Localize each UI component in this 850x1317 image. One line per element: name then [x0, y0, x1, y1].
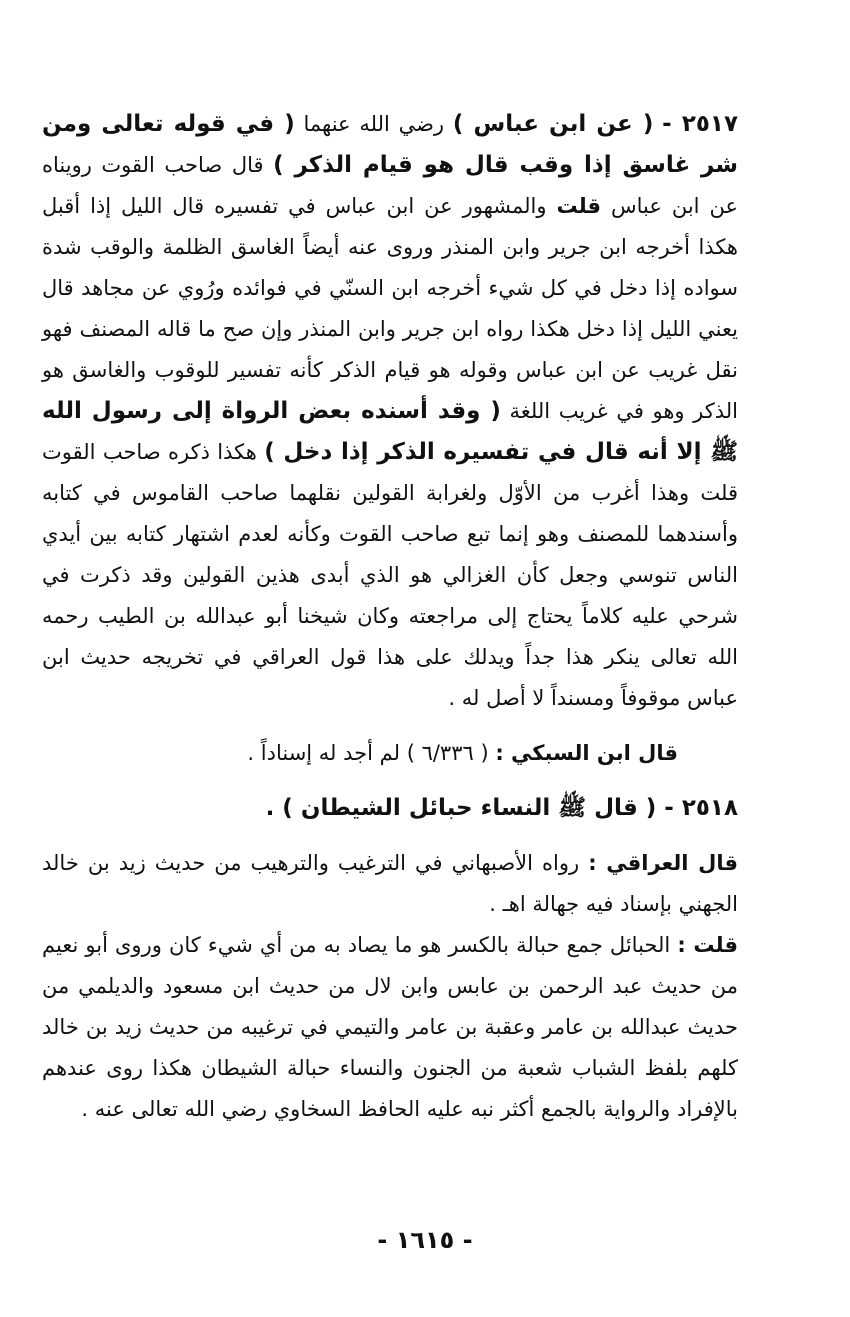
hadith-quote: ( في قوله تعالى ومن شر غاسق إذا وقب قال هو قيام الذكر ) [42, 111, 738, 178]
qult-text: الحبائل جمع حبالة بالكسر هو ما يصاد به من أي شيء كان وروى أبو نعيم من حديث عبد الرحمن بن عابس وابن لال من حديث ابن مسعود والديلمي من حديث عبدالله بن عامر وعقبة بن عامر والتيمي في ترغيبه من حديث زيد بن خالد كلهم بلفظ الشباب شعبة من الجنون والنساء حبالة الشيطان هكذا روى عندهم بالإفراد والرواية بالجمع أكثر نبه عليه الحافظ السخاوي رضي الله تعالى عنه . [42, 933, 738, 1121]
subki-note [42, 733, 738, 774]
commentary-text: قال صاحب القوت رويناه عن ابن عباس [42, 153, 738, 218]
qult-note [42, 925, 738, 1130]
qult-word: قلت [556, 194, 602, 218]
page-number: - ١٦١٥ - [377, 1226, 473, 1254]
page-body [42, 104, 738, 1130]
iraqi-label: قال العراقي : [588, 851, 738, 875]
iraqi-note [42, 843, 738, 925]
entry-2518-heading: ٢٥١٨ - ( قال ﷺ النساء حبائل الشيطان ) . [265, 795, 738, 821]
commentary-text: والمشهور عن ابن عباس في تفسيره قال الليل إذا أقبل هكذا أخرجه ابن جرير وابن المنذر وروى عنه أيضاً الغاسق الظلمة والوقب شدة سواده إذا دخل في كل شيء أخرجه ابن السنّي في فوائده ورُوي عن مجاهد قال يعني الليل إذا دخل هكذا رواه ابن جرير وابن المنذر وإن صح ما قاله المصنف فهو نقل غريب عن ابن عباس وقوله هو قيام الذكر كأنه تفسير للوقوب والغاسق هو الذكر وهو في غريب اللغة [42, 194, 738, 423]
narrator-quote: ( عن ابن عباس ) [452, 111, 654, 137]
entry-2517-paragraph [42, 104, 738, 719]
hadith-quote: ( وقد أسنده بعض الرواة إلى رسول الله ﷺ إلا أنه قال في تفسيره الذكر إذا دخل ) [42, 398, 738, 465]
subki-label: قال ابن السبكي : [495, 741, 678, 765]
subki-text: ( ٦/٣٣٦ ) لم أجد له إسناداً . [247, 741, 489, 765]
entry-number: ٢٥١٧ - [662, 111, 738, 137]
commentary-text: هكذا ذكره صاحب القوت قلت وهذا أغرب من الأوّل ولغرابة القولين نقلهما صاحب القاموس في كتابه وأسندهما للمصنف وهو إنما تبع صاحب القوت وكأنه لعدم اشتهار كتابه بين أيدي الناس تنوسي وجعل كأن الغزالي هو الذي أبدى هذين القولين وقد ذكرت في شرحي عليه كلاماً يحتاج إلى مراجعته وكان شيخنا أبو عبدالله بن الطيب رحمه الله تعالى ينكر هذا جداً ويدلك على هذا قول العراقي في تخريجه حديث ابن عباس موقوفاً ومسنداً لا أصل له . [42, 440, 738, 710]
iraqi-text: رواه الأصبهاني في الترغيب والترهيب من حديث زيد بن خالد الجهني بإسناد فيه جهالة اهـ . [42, 851, 738, 916]
qult-label: قلت : [677, 933, 738, 957]
honorific: رضي الله عنهما [303, 112, 445, 136]
